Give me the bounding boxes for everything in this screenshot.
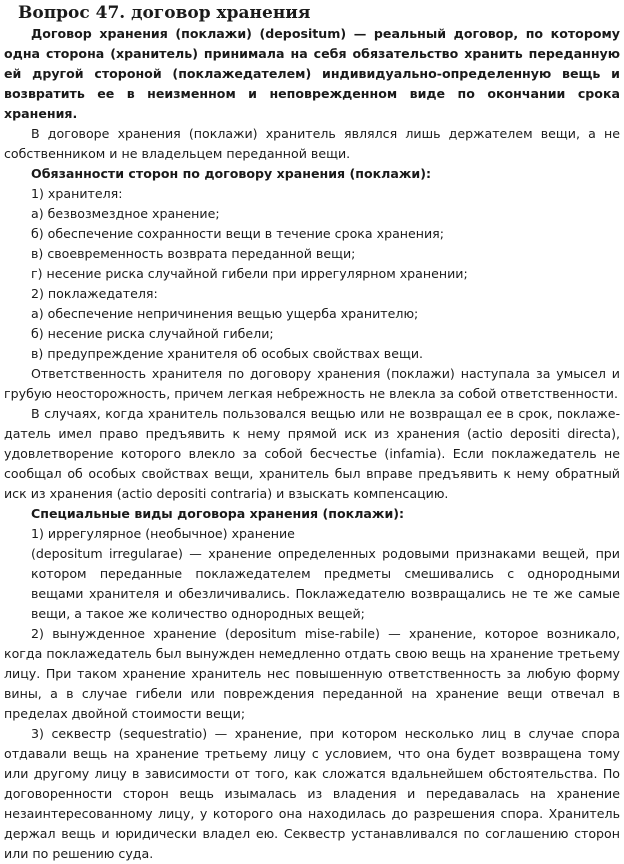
sequester-paragraph: 3) секвестр (sequestratio) — хранение, при котором несколько лиц в случае спора отдавали вещь на хранение третьему лицу с условием, что она будет возвращена тому или другому лицу в зависимости от того, как сложатся вдальнейшем обстоятельства. По договоренности сторон вещь изымалась из владения и передавалась на хранение незаинтересованному лицу, у которого она находилась до разрешения спора. Хранитель держал вещь и юридически владел ею. Секвестр устанавливался по соглашению сторон или по решению суда. xyxy=(4,726,620,861)
cases-paragraph: В случаях, когда хранитель пользовался вещью или не возвращал ее в срок, поклаже-датель имел право предъявить к нему прямой иск из хранения (actio depositi directa), удовлетворение которого влекло за собой бесчестье (infamia). Если поклажедатель не сообщал об особых свойствах вещи, хранитель был вправе предъявить к нему обратный иск из хранения (actio depositi contraria) и взыскать компенсацию. xyxy=(4,406,620,501)
holder-paragraph: В договоре хранения (поклажи) хранитель являлся лишь держателем вещи, а не собственником и не владельцем переданной вещи. xyxy=(4,126,620,161)
list-item: а) обеспечение непричинения вещью ущерба хранителю; xyxy=(31,306,419,321)
forced-paragraph: 2) вынужденное хранение (depositum mise-rabile) — хранение, которое возникало, когда поклажедатель был вынужден немедленно отдать свою вещь на хранение третьему лицу. При таком хранение хранитель нес повышенную ответственность за любую форму вины, а в случае гибели или повреждения переданной на хранение вещи отвечал в пределах двойной стоимости вещи; xyxy=(4,626,620,721)
page-title: Вопрос 47. договор хранения xyxy=(18,3,311,23)
list-item: 1) хранителя: xyxy=(31,186,123,201)
duties-heading: Обязанности сторон по договору хранения (поклажи): xyxy=(31,166,432,181)
list-item: г) несение риска случайной гибели при иррегулярном хранении; xyxy=(31,266,468,281)
list-item: б) обеспечение сохранности вещи в течение срока хранения; xyxy=(31,226,445,241)
special-heading: Специальные виды договора хранения (поклажи): xyxy=(31,506,405,521)
list-item: а) безвозмездное хранение; xyxy=(31,206,220,221)
liability-paragraph: Ответственность хранителя по договору хранения (поклажи) наступала за умысел и грубую неосторожность, причем легкая небрежность не влекла за собой ответственности. xyxy=(4,366,620,401)
definition-paragraph: Договор хранения (поклажи) (depositum) — реальный договор, по которому одна сторона (хранитель) принимала на себя обязательство хранить переданную ей другой стороной (поклажедателем) индивидуально-определенную вещь и возвратить ее в неизменном и неповрежденном виде по окончании срока хранения. xyxy=(4,26,620,121)
list-item: в) предупреждение хранителя об особых свойствах вещи. xyxy=(31,346,424,361)
irregular-paragraph: (depositum irregularae) — хранение определенных родовыми признаками вещей, при котором переданные поклажедателем предметы смешивались с однородными вещами хранителя и обезличивались. Поклажедателю возвращались не те же самые вещи, а такое же количество однородных вещей; xyxy=(31,546,620,621)
irregular-label: 1) иррегулярное (необычное) хранение xyxy=(31,526,295,541)
list-item: в) своевременность возврата переданной вещи; xyxy=(31,246,356,261)
list-item: 2) поклажедателя: xyxy=(31,286,158,301)
list-item: б) несение риска случайной гибели; xyxy=(31,326,274,341)
